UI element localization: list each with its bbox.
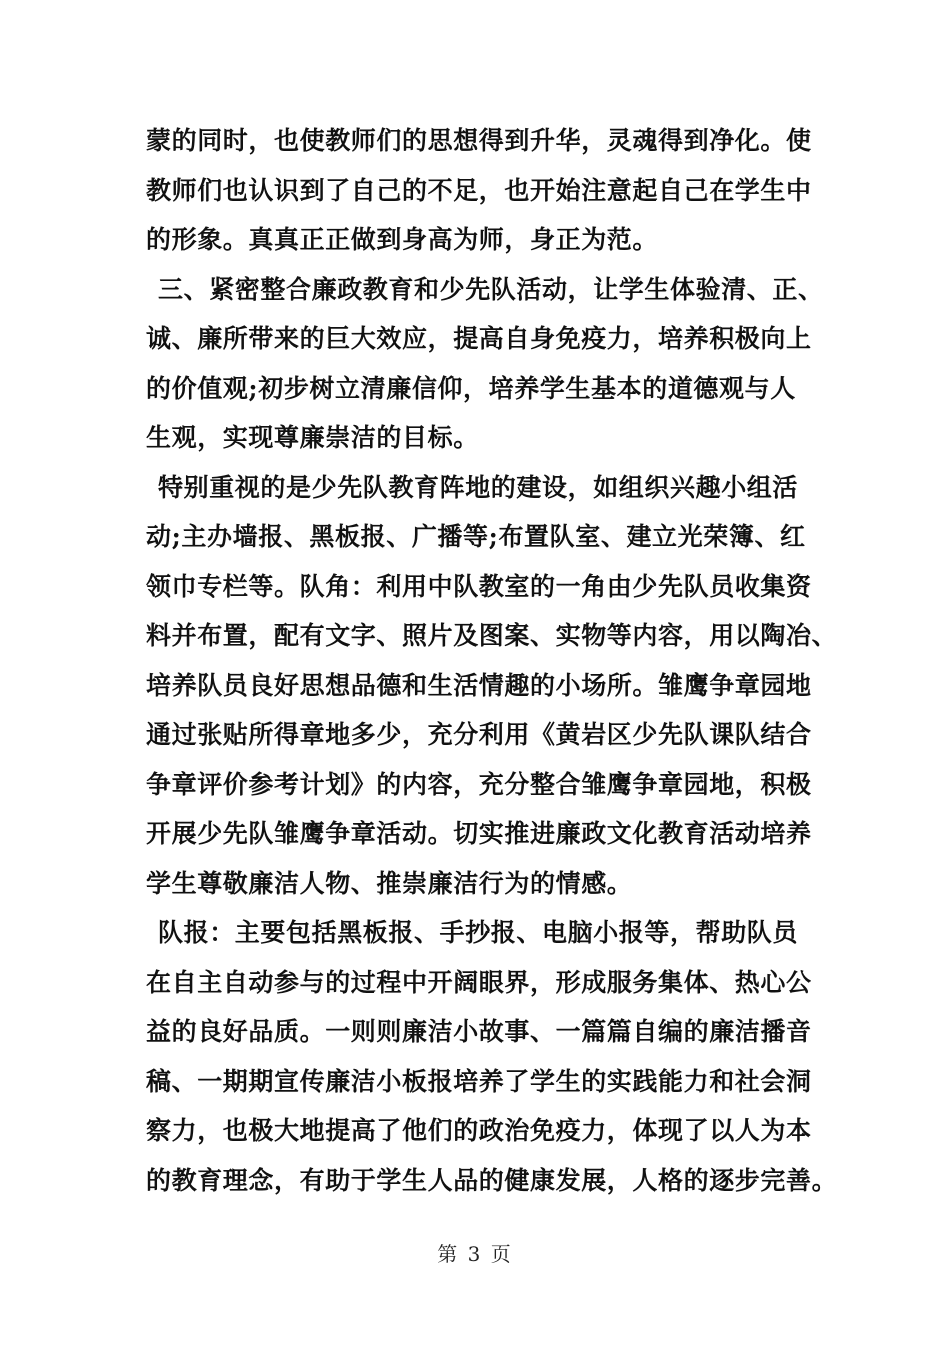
page-number: 第 3 页	[437, 1242, 513, 1266]
text-line: 的价值观;初步树立清廉信仰，培养学生基本的道德观与人	[146, 373, 796, 403]
text-line: 争章评价参考计划》的内容，充分整合雏鹰争章园地，积极	[146, 769, 812, 799]
body-text	[146, 116, 838, 1205]
text-line: 领巾专栏等。队角：利用中队教室的一角由少先队员收集资	[146, 571, 812, 601]
text-line: 开展少先队雏鹰争章活动。切实推进廉政文化教育活动培养	[146, 819, 812, 848]
paragraph-start-line: 队报：主要包括黑板报、手抄报、电脑小报等，帮助队员	[158, 918, 799, 947]
text-line: 动;主办墙报、黑板报、广播等;布置队室、建立光荣簿、红	[146, 522, 806, 551]
text-line: 诚、廉所带来的巨大效应，提高自身免疫力，培养积极向上	[146, 324, 812, 353]
text-line: 通过张贴所得章地多少，充分利用《黄岩区少先队课队结合	[146, 720, 812, 749]
text-line: 稿、一期期宣传廉洁小板报培养了学生的实践能力和社会洞	[146, 1066, 812, 1096]
text-line: 生观，实现尊廉崇洁的目标。	[146, 423, 479, 452]
paragraph-start-line: 特别重视的是少先队教育阵地的建设，如组织兴趣小组活	[158, 472, 799, 502]
text-line: 培养队员良好思想品德和生活情趣的小场所。雏鹰争章园地	[146, 670, 812, 700]
text-line: 教师们也认识到了自己的不足，也开始注意起自己在学生中	[146, 175, 812, 205]
section-heading-line: 三、紧密整合廉政教育和少先队活动，让学生体验清、正、	[158, 274, 824, 304]
text-line: 学生尊敬廉洁人物、推崇廉洁行为的情感。	[146, 868, 633, 898]
text-line: 的教育理念，有助于学生人品的健康发展，人格的逐步完善。	[146, 1165, 838, 1195]
text-line: 益的良好品质。一则则廉洁小故事、一篇篇自编的廉洁播音	[146, 1017, 812, 1046]
text-line: 在自主自动参与的过程中开阔眼界，形成服务集体、热心公	[146, 967, 812, 997]
text-line: 察力，也极大地提高了他们的政治免疫力，体现了以人为本	[146, 1116, 812, 1145]
text-line: 蒙的同时，也使教师们的思想得到升华，灵魂得到净化。使	[146, 126, 812, 155]
text-line: 的形象。真真正正做到身高为师，身正为范。	[146, 225, 659, 254]
text-line: 料并布置，配有文字、照片及图案、实物等内容，用以陶冶、	[146, 621, 838, 650]
